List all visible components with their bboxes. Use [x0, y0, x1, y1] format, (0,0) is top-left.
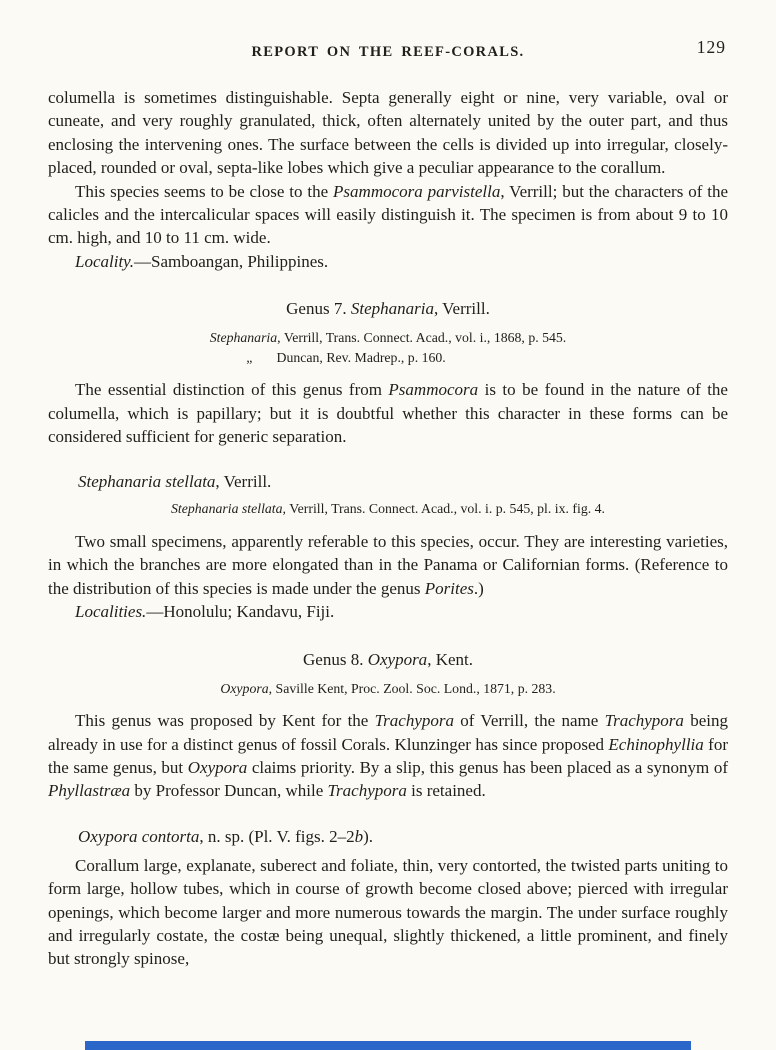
text-run: —Honolulu; Kandavu, Fiji.: [146, 602, 335, 622]
genus8-citation-group: [48, 679, 728, 699]
text-run: columella is sometimes distinguishable. Septa generally eight or nine, very variable, oval or cuneate, and very roughly granulated, thick, often alternately united by the outer part, and thus enclosing the intervening ones. The surface between the cells is divided up into irregular, closely-placed, rounded or oval, septa-like lobes which give a peculiar appearance to the corallum.: [48, 88, 728, 178]
text-run: ).: [363, 826, 373, 846]
italic-text: Echinophyllia: [608, 734, 704, 754]
italic-text: Trachypora: [604, 711, 684, 731]
text-run: Two small specimens, apparently referable to this species, occur. They are interesting varieties, in which the branches are more elongated than in the Panama or Californian forms. (Reference to the distribution of this species is made under the genus: [48, 531, 728, 598]
text-run: This species seems to be close to the: [75, 181, 334, 201]
text-run: , Verrill, Trans. Connect. Acad., vol. i., 1868, p. 545.: [277, 330, 567, 346]
italic-text: Phyllastræa: [48, 781, 131, 801]
running-title: REPORT ON THE REEF-CORALS.: [251, 44, 525, 60]
paragraph-columella: [48, 86, 728, 180]
text-run: for the same genus, but: [48, 734, 728, 777]
genus7-citation-group: [48, 328, 728, 367]
genus8-citation-line: [48, 679, 728, 699]
text-run: of Verrill, the name: [453, 711, 605, 731]
text-run: The essential distinction of this genus from: [75, 380, 389, 400]
text-run: , Kent.: [427, 649, 473, 669]
paragraph-contorta-description: [48, 854, 728, 971]
stellata-species-heading: [48, 472, 728, 492]
bottom-blue-bar: [85, 1041, 691, 1050]
genus7-citation-line-2: [6, 348, 686, 368]
text-run: Genus 7.: [286, 299, 351, 319]
paragraph-stellata-localities: [48, 600, 728, 623]
italic-text: Trachypora: [374, 711, 454, 731]
text-run: , Verrill; but the characters of the calicles and the intercalicular spaces will easily distinguish it. The specimen is from about 9 to 10 cm. high, and 10 to 11 cm. wide.: [48, 181, 729, 248]
italic-text: Oxypora: [367, 649, 428, 669]
text-run: being already in use for a distinct genus of fossil Corals. Klunzinger has since proposed: [48, 711, 728, 754]
text-run: —Samboangan, Philippines.: [134, 251, 329, 271]
text-run: , Saville Kent, Proc. Zool. Soc. Lond., 1871, p. 283.: [268, 680, 556, 696]
italic-text: Stephanaria stellata: [78, 472, 216, 492]
page-number: 129: [696, 37, 726, 57]
stellata-citation-group: [48, 499, 728, 519]
text-run: , Verrill.: [215, 472, 272, 492]
stellata-citation-line: [48, 499, 728, 519]
text-run: „ Duncan, Rev. Madrep., p. 160.: [246, 349, 446, 365]
text-run: , Verrill, Trans. Connect. Acad., vol. i. p. 545, pl. ix. fig. 4.: [282, 501, 605, 517]
text-run: Corallum large, explanate, suberect and foliate, thin, very contorted, the twisted parts uniting to form large, hollow tubes, which in course of growth become closed above; pierced with irregular openings, which become larger and more numerous towards the margin. The under surface roughly and irregularly costate, the costæ being unequal, slightly thickened, a little prominent, and finely but strongly spinose,: [48, 855, 728, 969]
paragraph-locality: [48, 250, 728, 273]
text-run: , n. sp. (Pl. V. figs. 2–2: [199, 826, 355, 846]
italic-text: Stephanaria stellata: [171, 501, 283, 517]
text-run: , Verrill.: [433, 299, 490, 319]
paragraph-stellata-description: [48, 530, 728, 600]
contorta-species-heading: [48, 827, 728, 847]
italic-text: Oxypora: [187, 757, 248, 777]
text-run: is retained.: [406, 781, 486, 801]
text-run: by Professor Duncan, while: [130, 781, 328, 801]
italic-text: Stephanaria: [209, 330, 278, 346]
italic-text: Oxypora contorta: [78, 826, 200, 846]
page-text: [48, 86, 728, 971]
text-run: This genus was proposed by Kent for the: [75, 711, 375, 731]
paragraph-species-comparison: [48, 180, 728, 250]
genus7-heading: [48, 299, 728, 319]
text-run: .): [473, 578, 484, 598]
italic-text: Psammocora parvistella: [333, 181, 501, 201]
paragraph-genus7-description: [48, 378, 728, 448]
italic-text: Localities.: [75, 602, 147, 622]
italic-text: Locality.: [75, 251, 135, 271]
italic-text: Stephanaria: [350, 299, 434, 319]
italic-text: b: [354, 826, 364, 846]
text-run: Genus 8.: [303, 649, 368, 669]
text-run: claims priority. By a slip, this genus has been placed as a synonym of: [247, 757, 728, 777]
text-run: is to be found in the nature of the columella, which is papillary; but it is doubtful whether this character in these forms can be considered sufficient for generic separation.: [48, 380, 728, 447]
paragraph-genus8-description: [48, 709, 728, 803]
italic-text: Porites: [424, 578, 474, 598]
genus8-heading: [48, 650, 728, 670]
page-header: [0, 0, 776, 61]
italic-text: Oxypora: [220, 680, 269, 696]
italic-text: Psammocora: [388, 380, 479, 400]
genus7-citation-line-1: [48, 328, 728, 348]
italic-text: Trachypora: [327, 781, 407, 801]
